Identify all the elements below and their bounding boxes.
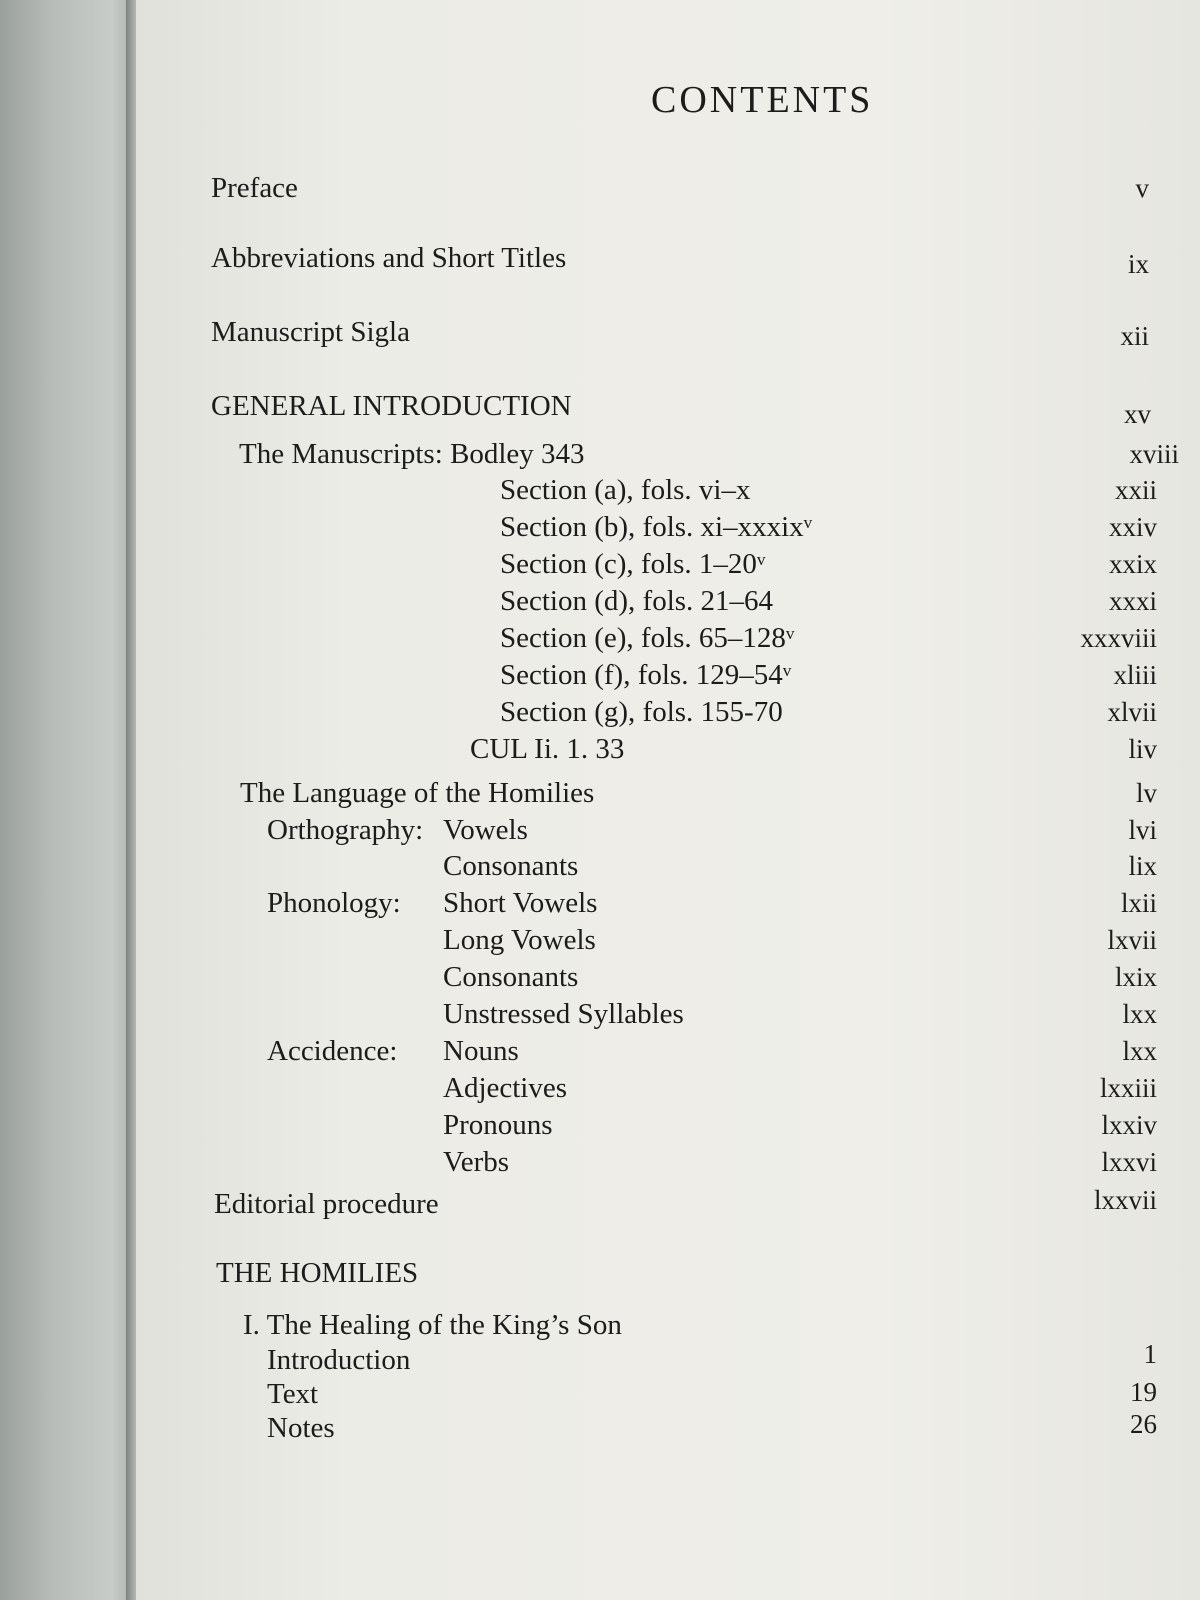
contents-page [136, 0, 1200, 1600]
toc-entry-label: Notes [267, 1412, 335, 1444]
toc-entry-page: lxxvi [1101, 1147, 1157, 1177]
toc-entry-label: Text [267, 1378, 319, 1410]
toc-entry-label: Adjectives [443, 1072, 568, 1104]
toc-entry-homily-1 [243, 1305, 1200, 1345]
toc-entry-page: lix [1128, 851, 1157, 881]
toc-entry-label: THE HOMILIES [216, 1257, 419, 1289]
toc-entry-label: Unstressed Syllables [443, 998, 684, 1030]
toc-entry-page: xliii [1113, 660, 1157, 690]
toc-entry-label: The Language of the Homilies [240, 777, 595, 809]
toc-entry-label: The Manuscripts: Bodley 343 [239, 438, 585, 470]
group-label-orthography: Orthography: [267, 814, 424, 846]
toc-entry-label: I. The Healing of the King’s Son [243, 1309, 622, 1341]
page-title: CONTENTS [651, 79, 874, 121]
toc-entry-section [500, 470, 1200, 510]
toc-entry-label: Abbreviations and Short Titles [211, 242, 567, 274]
toc-entry-manuscripts [239, 434, 1200, 474]
toc-entry-page: lxxvii [1093, 1185, 1157, 1215]
toc-entry-editorial [214, 1184, 1200, 1224]
toc-entry-general-introduction [211, 386, 1200, 429]
toc-entry-preface [211, 168, 1200, 208]
toc-entry-page: lxx [1122, 999, 1157, 1029]
toc-entry-label: Consonants [443, 961, 579, 993]
toc-entry-page: lxii [1120, 888, 1157, 918]
toc-entry-label: Section (f), fols. 129–54ᵛ [500, 659, 792, 691]
toc-entry-page: lxx [1122, 1036, 1157, 1066]
toc-entry-section [500, 507, 1200, 547]
toc-entry-page: xlvii [1107, 697, 1157, 727]
toc-entry-page: 19 [1130, 1377, 1157, 1407]
toc-entry-section [500, 581, 1200, 621]
toc-entry-label: Section (b), fols. xi–xxxixᵛ [500, 511, 813, 543]
facing-page-edge [0, 0, 132, 1600]
toc-entry-section [500, 692, 1200, 732]
toc-entry-section [500, 544, 1200, 584]
group-label-accidence: Accidence: [267, 1035, 398, 1067]
toc-entry-page: liv [1128, 734, 1157, 764]
toc-entry-label: Section (a), fols. vi–x [500, 474, 751, 506]
toc-entry-page: lvi [1128, 815, 1157, 845]
toc-entry-subitem [267, 1408, 1200, 1448]
toc-entry-label: Long Vowels [443, 924, 596, 956]
toc-entry-subitem [443, 957, 1200, 997]
toc-entry-page: lxix [1114, 962, 1157, 992]
toc-entry-subitem [443, 1031, 1200, 1071]
toc-entry-page: xxxviii [1080, 623, 1157, 653]
toc-entry-label: Preface [211, 172, 298, 204]
toc-entry-label: Section (d), fols. 21–64 [500, 585, 774, 617]
toc-entry-label: Section (c), fols. 1–20ᵛ [500, 548, 766, 580]
toc-entry-subitem [443, 883, 1200, 923]
toc-entry-page: 1 [1143, 1339, 1157, 1369]
toc-entry-subitem [443, 846, 1200, 886]
toc-entry-page: lxvii [1107, 925, 1157, 955]
toc-entry-subitem [443, 1105, 1200, 1145]
toc-entry-label: Short Vowels [443, 887, 598, 919]
toc-entry-page: xv [1124, 399, 1151, 429]
toc-entry-page: xxiv [1108, 512, 1157, 542]
toc-entry-label: Verbs [443, 1146, 510, 1178]
toc-entry-subitem [443, 920, 1200, 960]
toc-entry-page: xii [1120, 321, 1149, 351]
toc-entry-subitem [443, 1142, 1200, 1182]
toc-entry-section [500, 655, 1200, 695]
toc-entry-label: Pronouns [443, 1109, 553, 1141]
toc-entry-page: xviii [1129, 439, 1179, 469]
toc-entry-subitem [443, 810, 1200, 850]
group-label-phonology: Phonology: [267, 887, 401, 919]
toc-entry-label: Section (g), fols. 155-70 [500, 696, 783, 728]
toc-entry-label: Section (e), fols. 65–128ᵛ [500, 622, 795, 654]
toc-entry-label: Nouns [443, 1035, 519, 1067]
toc-entry-page: lxxiii [1099, 1073, 1157, 1103]
toc-entry-label: Introduction [267, 1344, 411, 1376]
toc-entry-subitem [443, 994, 1200, 1034]
toc-entry-abbreviations [211, 238, 1200, 278]
toc-entry-label: Editorial procedure [214, 1188, 439, 1220]
toc-entry-page: lxxiv [1101, 1110, 1157, 1140]
toc-entry-page: v [1135, 173, 1149, 203]
toc-entry-label: Manuscript Sigla [211, 316, 410, 348]
toc-entry-page: xxxi [1108, 586, 1157, 616]
toc-entry-page: 26 [1130, 1409, 1157, 1439]
toc-entry-label: GENERAL INTRODUCTION [211, 390, 572, 422]
toc-entry-page: lv [1135, 778, 1157, 808]
toc-entry-subitem [443, 1068, 1200, 1108]
toc-entry-page: xxix [1108, 549, 1157, 579]
toc-entry-page: xxii [1114, 475, 1157, 505]
toc-entry-language [240, 773, 1200, 813]
toc-entry-cul [470, 729, 1200, 769]
toc-entry-section [500, 618, 1200, 658]
toc-entry-label: Consonants [443, 850, 579, 882]
toc-entry-sigla [211, 312, 1200, 352]
toc-entry-label: Vowels [443, 814, 528, 846]
toc-entry-label: CUL Ii. 1. 33 [470, 733, 625, 765]
toc-entry-page: ix [1127, 249, 1149, 279]
toc-entry-homilies [216, 1253, 1200, 1293]
